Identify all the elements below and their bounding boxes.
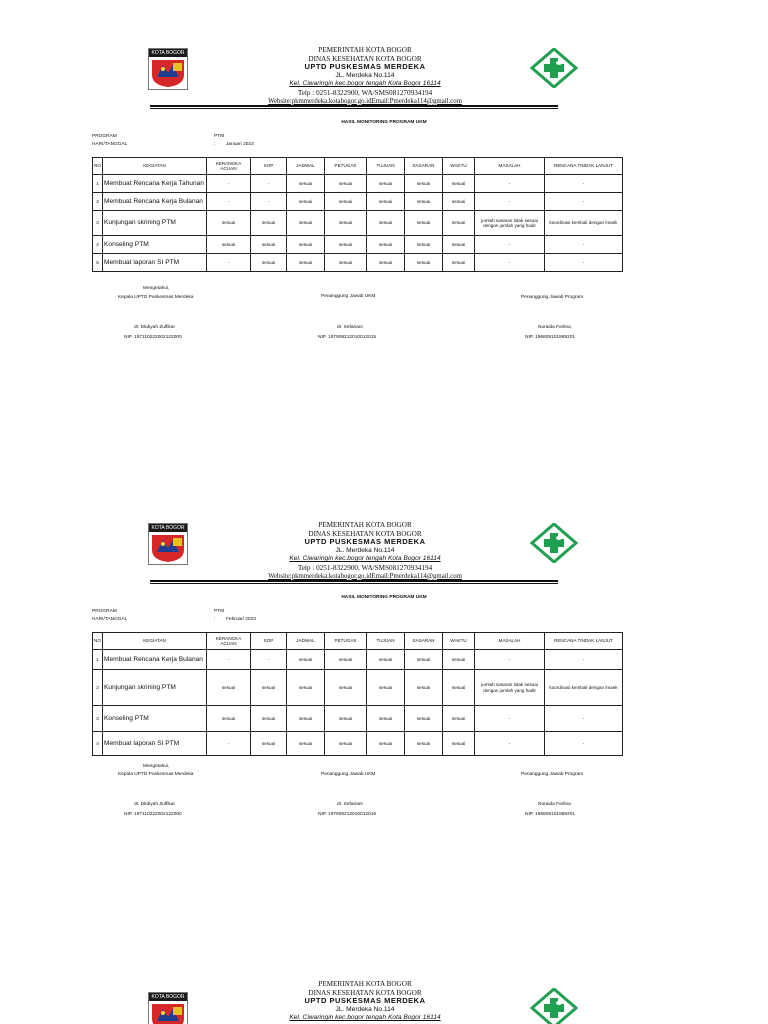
table-cell: sesuai xyxy=(443,706,475,732)
table-cell: 1 xyxy=(93,175,103,193)
report-page-partial xyxy=(0,950,768,1024)
table-cell: sesuai xyxy=(207,706,251,732)
column-header: JADWAL xyxy=(287,633,325,650)
table-cell: - xyxy=(545,650,623,670)
table-cell: sesuai xyxy=(287,670,325,706)
table-cell: sesuai xyxy=(367,706,405,732)
header-phone: Telp : 0251-8322900, WA/SMS081270934194 xyxy=(297,563,433,572)
column-header: KERANGKA ACUAN xyxy=(207,633,251,650)
pj-program-name: Nuraida Farlina xyxy=(538,802,571,807)
table-header-row xyxy=(93,633,623,650)
header-government: PEMERINTAH KOTA BOGOR xyxy=(318,521,412,529)
column-header: RENCANA TINDAK LANJUT xyxy=(545,158,623,175)
table-cell: sesuai xyxy=(367,254,405,272)
table-cell: 2 xyxy=(93,193,103,211)
pj-ukm-name: dr. Sefariani xyxy=(337,802,363,807)
date-colon: : xyxy=(214,142,216,147)
table-cell: - xyxy=(475,732,545,756)
table-cell: sesuai xyxy=(443,670,475,706)
table-row xyxy=(93,670,623,706)
table-cell: sesuai xyxy=(287,211,325,236)
kota-bogor-logo xyxy=(148,992,188,1024)
puskesmas-logo-icon xyxy=(530,48,578,88)
report-page-januari xyxy=(0,0,768,480)
table-cell: - xyxy=(475,193,545,211)
table-cell: sesuai xyxy=(251,670,287,706)
table-cell: sesuai xyxy=(367,670,405,706)
column-header: SOP xyxy=(251,158,287,175)
table-cell: sesuai xyxy=(325,732,367,756)
table-cell: 4 xyxy=(93,236,103,254)
table-cell: sesuai xyxy=(287,236,325,254)
table-cell: sesuai xyxy=(251,211,287,236)
table-cell: sesuai xyxy=(251,706,287,732)
table-cell: sesuai xyxy=(405,175,443,193)
column-header: JADWAL xyxy=(287,158,325,175)
puskesmas-logo-icon xyxy=(530,988,578,1024)
header-phone: Telp : 0251-8322900, WA/SMS081270934194 xyxy=(297,88,433,97)
table-cell: sesuai xyxy=(287,193,325,211)
table-cell: sesuai xyxy=(367,650,405,670)
table-cell: sesuai xyxy=(443,193,475,211)
header-rule-thin xyxy=(150,108,558,109)
table-cell: sesuai xyxy=(367,193,405,211)
table-cell: sesuai xyxy=(287,175,325,193)
bogor-emblem-icon xyxy=(149,532,187,563)
pj-ukm-nip: NIP. 197909212010012015 xyxy=(318,812,377,817)
table-cell: sesuai xyxy=(287,254,325,272)
table-cell: sesuai xyxy=(251,732,287,756)
column-header: WAKTU xyxy=(443,633,475,650)
header-website: Website:pkmmerdeka.kotabogor.go.idEmail:Pmerdeka114@gmail.com xyxy=(268,572,462,580)
header-address: JL. Merdeka No.114 xyxy=(335,1005,395,1013)
table-cell: - xyxy=(251,193,287,211)
header-rule xyxy=(150,105,558,107)
mengetahui-label: Mengetahui, xyxy=(143,764,170,769)
logo-left-text: KOTA BOGOR xyxy=(149,49,187,57)
table-row xyxy=(93,211,623,236)
column-header: NO xyxy=(93,158,103,175)
kepala-nip: NIP. 197110222002122000 xyxy=(124,335,182,340)
table-body xyxy=(93,175,623,272)
table-cell: - xyxy=(475,650,545,670)
pj-program-name: Nuraida Farlina xyxy=(538,325,571,330)
table-cell: Membuat Rencana Kerja Bulanan xyxy=(103,193,207,211)
bogor-emblem-icon xyxy=(149,57,187,88)
column-header: SASARAN xyxy=(405,158,443,175)
pj-program-nip: NIP. 196809101989201 xyxy=(525,812,576,817)
letterhead xyxy=(200,46,530,106)
column-header: KEGIATAN xyxy=(103,158,207,175)
table-cell: sesuai xyxy=(207,236,251,254)
table-cell: 3 xyxy=(93,706,103,732)
table-body xyxy=(93,650,623,756)
header-uptd: UPTD PUSKESMAS MERDEKA xyxy=(304,537,426,547)
header-website: Website:pkmmerdeka.kotabogor.go.idEmail:Pmerdeka114@gmail.com xyxy=(268,97,462,105)
table-cell: sesuai xyxy=(287,706,325,732)
table-cell: sesuai xyxy=(443,211,475,236)
column-header: PETUGAS xyxy=(325,158,367,175)
table-cell: sesuai xyxy=(325,211,367,236)
column-header: SASARAN xyxy=(405,633,443,650)
table-cell: Kunjungan skrining PTM xyxy=(103,670,207,706)
table-cell: - xyxy=(545,706,623,732)
column-header: PETUGAS xyxy=(325,633,367,650)
table-cell: - xyxy=(207,650,251,670)
column-header: NO xyxy=(93,633,103,650)
table-cell: sesuai xyxy=(325,236,367,254)
date-label: HARI/TANGGAL xyxy=(92,617,128,622)
header-uptd: UPTD PUSKESMAS MERDEKA xyxy=(304,996,426,1006)
table-cell: 3 xyxy=(93,211,103,236)
table-row xyxy=(93,193,623,211)
column-header: TUJUAN xyxy=(367,633,405,650)
program-label: PROGRAM xyxy=(92,609,117,614)
table-cell: sesuai xyxy=(207,211,251,236)
table-cell: - xyxy=(545,175,623,193)
letterhead xyxy=(200,521,530,581)
table-cell: sesuai xyxy=(251,254,287,272)
table-cell: sesuai xyxy=(367,211,405,236)
logo-left-text: KOTA BOGOR xyxy=(149,993,187,1001)
column-header: KERANGKA ACUAN xyxy=(207,158,251,175)
header-kelurahan: Kel. Ciwaringin kec.bogor tengah Kota Bogor 16114 xyxy=(289,1014,441,1022)
report-page-februari xyxy=(0,475,768,955)
table-cell: - xyxy=(475,175,545,193)
table-cell: 1 xyxy=(93,650,103,670)
table-cell: jumlah sasaran tidak sesuai dengan jumlah yang hadir xyxy=(475,670,545,706)
report-title: HASIL MONITORING PROGRAM UKM xyxy=(341,120,427,125)
table-cell: Kunjungan skrining PTM xyxy=(103,211,207,236)
table-cell: - xyxy=(251,175,287,193)
column-header: MASALAH xyxy=(475,158,545,175)
mengetahui-label: Mengetahui, xyxy=(143,286,170,291)
kepala-title: Kepala UPTD Puskesmas Merdeka xyxy=(118,772,194,777)
program-value: PTM xyxy=(214,134,225,139)
kepala-name: dr. Dkdiyah Zulfikar xyxy=(134,802,176,807)
bogor-emblem-icon xyxy=(149,1001,187,1024)
column-header: TUJUAN xyxy=(367,158,405,175)
table-row xyxy=(93,650,623,670)
table-cell: sesuai xyxy=(443,236,475,254)
monitoring-table xyxy=(92,632,623,756)
table-cell: Konseling PTM xyxy=(103,706,207,732)
table-cell: - xyxy=(207,254,251,272)
table-cell: sesuai xyxy=(443,650,475,670)
table-cell: Membuat Rencana Kerja Tahunan xyxy=(103,175,207,193)
kepala-name: dr. Dkdiyah Zulfikar xyxy=(134,325,176,330)
table-cell: 5 xyxy=(93,254,103,272)
kepala-title: Kepala UPTD Puskesmas Merdeka xyxy=(118,295,194,300)
table-cell: koordinasi kembali dengan lmaek xyxy=(545,670,623,706)
table-cell: sesuai xyxy=(325,670,367,706)
table-cell: - xyxy=(475,254,545,272)
table-cell: - xyxy=(475,706,545,732)
monitoring-table xyxy=(92,157,623,272)
table-cell: koordinasi kembali dengan lmaek xyxy=(545,211,623,236)
pj-program-nip: NIP. 196809101989201 xyxy=(525,335,576,340)
table-cell: sesuai xyxy=(367,175,405,193)
table-cell: - xyxy=(545,732,623,756)
letterhead xyxy=(200,980,530,1023)
table-cell: sesuai xyxy=(405,732,443,756)
table-cell: sesuai xyxy=(251,236,287,254)
header-address: JL. Merdeka No.114 xyxy=(335,546,395,554)
table-cell: sesuai xyxy=(287,732,325,756)
header-dinas: DINAS KESEHATAN KOTA BOGOR xyxy=(308,529,422,538)
pj-ukm-name: dr. Sefariani xyxy=(337,325,363,330)
table-cell: sesuai xyxy=(405,670,443,706)
date-value: Januari 2023 xyxy=(226,142,254,147)
kepala-nip: NIP. 197110222002122000 xyxy=(124,812,182,817)
table-cell: sesuai xyxy=(443,732,475,756)
kota-bogor-logo xyxy=(148,48,188,90)
table-cell: sesuai xyxy=(325,706,367,732)
table-cell: 4 xyxy=(93,732,103,756)
table-cell: sesuai xyxy=(367,732,405,756)
table-cell: sesuai xyxy=(325,193,367,211)
table-row xyxy=(93,236,623,254)
table-cell: sesuai xyxy=(405,193,443,211)
table-cell: - xyxy=(251,650,287,670)
table-cell: - xyxy=(545,254,623,272)
logo-left-text: KOTA BOGOR xyxy=(149,524,187,532)
column-header: MASALAH xyxy=(475,633,545,650)
table-cell: sesuai xyxy=(287,650,325,670)
table-cell: sesuai xyxy=(405,211,443,236)
table-cell: - xyxy=(207,732,251,756)
header-dinas: DINAS KESEHATAN KOTA BOGOR xyxy=(308,988,422,997)
date-colon: : xyxy=(214,617,216,622)
table-row xyxy=(93,706,623,732)
table-cell: Konseling PTM xyxy=(103,236,207,254)
header-rule-thin xyxy=(150,583,558,584)
pj-ukm-nip: NIP. 197909212010012015 xyxy=(318,335,377,340)
table-cell: sesuai xyxy=(325,254,367,272)
table-cell: sesuai xyxy=(405,650,443,670)
table-cell: sesuai xyxy=(367,236,405,254)
table-cell: - xyxy=(475,236,545,254)
puskesmas-logo-icon xyxy=(530,523,578,563)
column-header: WAKTU xyxy=(443,158,475,175)
report-title: HASIL MONITORING PROGRAM UKM xyxy=(341,595,427,600)
pj-ukm-title: Penanggung Jawab UKM xyxy=(321,294,376,299)
table-cell: sesuai xyxy=(443,254,475,272)
table-row xyxy=(93,732,623,756)
program-value: PTM xyxy=(214,609,225,614)
table-cell: sesuai xyxy=(405,236,443,254)
header-address: JL. Merdeka No.114 xyxy=(335,71,395,79)
table-cell: Membuat Rencana Kerja Bulanan xyxy=(103,650,207,670)
header-dinas: DINAS KESEHATAN KOTA BOGOR xyxy=(308,54,422,63)
table-row xyxy=(93,175,623,193)
header-kelurahan: Kel. Ciwaringin kec.bogor tengah Kota Bogor 16114 xyxy=(289,555,441,563)
table-header-row xyxy=(93,158,623,175)
table-cell: sesuai xyxy=(443,175,475,193)
kota-bogor-logo xyxy=(148,523,188,565)
date-value: Februari 2023 xyxy=(226,617,256,622)
header-kelurahan: Kel. Ciwaringin kec.bogor tengah Kota Bogor 16114 xyxy=(289,80,441,88)
header-uptd: UPTD PUSKESMAS MERDEKA xyxy=(304,62,426,72)
column-header: RENCANA TINDAK LANJUT xyxy=(545,633,623,650)
header-government: PEMERINTAH KOTA BOGOR xyxy=(318,980,412,988)
table-cell: sesuai xyxy=(325,175,367,193)
column-header: KEGIATAN xyxy=(103,633,207,650)
table-cell: sesuai xyxy=(325,650,367,670)
pj-program-title: Penanggung Jawab Program xyxy=(521,772,584,777)
table-cell: 2 xyxy=(93,670,103,706)
table-cell: jumlah sasaran tidak sesuai dengan jumlah yang hadir xyxy=(475,211,545,236)
table-cell: - xyxy=(545,193,623,211)
date-label: HARI/TANGGAL xyxy=(92,142,128,147)
table-row xyxy=(93,254,623,272)
table-cell: Membuat laporan SI PTM xyxy=(103,732,207,756)
pj-program-title: Penanggung Jawab Program xyxy=(521,295,584,300)
program-label: PROGRAM xyxy=(92,134,117,139)
table-cell: - xyxy=(545,236,623,254)
table-cell: - xyxy=(207,175,251,193)
table-cell: sesuai xyxy=(405,706,443,732)
pj-ukm-title: Penanggung Jawab UKM xyxy=(321,772,376,777)
table-cell: sesuai xyxy=(405,254,443,272)
header-government: PEMERINTAH KOTA BOGOR xyxy=(318,46,412,54)
header-rule xyxy=(150,580,558,582)
column-header: SOP xyxy=(251,633,287,650)
table-cell: Membuat laporan SI PTM xyxy=(103,254,207,272)
table-cell: sesuai xyxy=(207,670,251,706)
table-cell: - xyxy=(207,193,251,211)
